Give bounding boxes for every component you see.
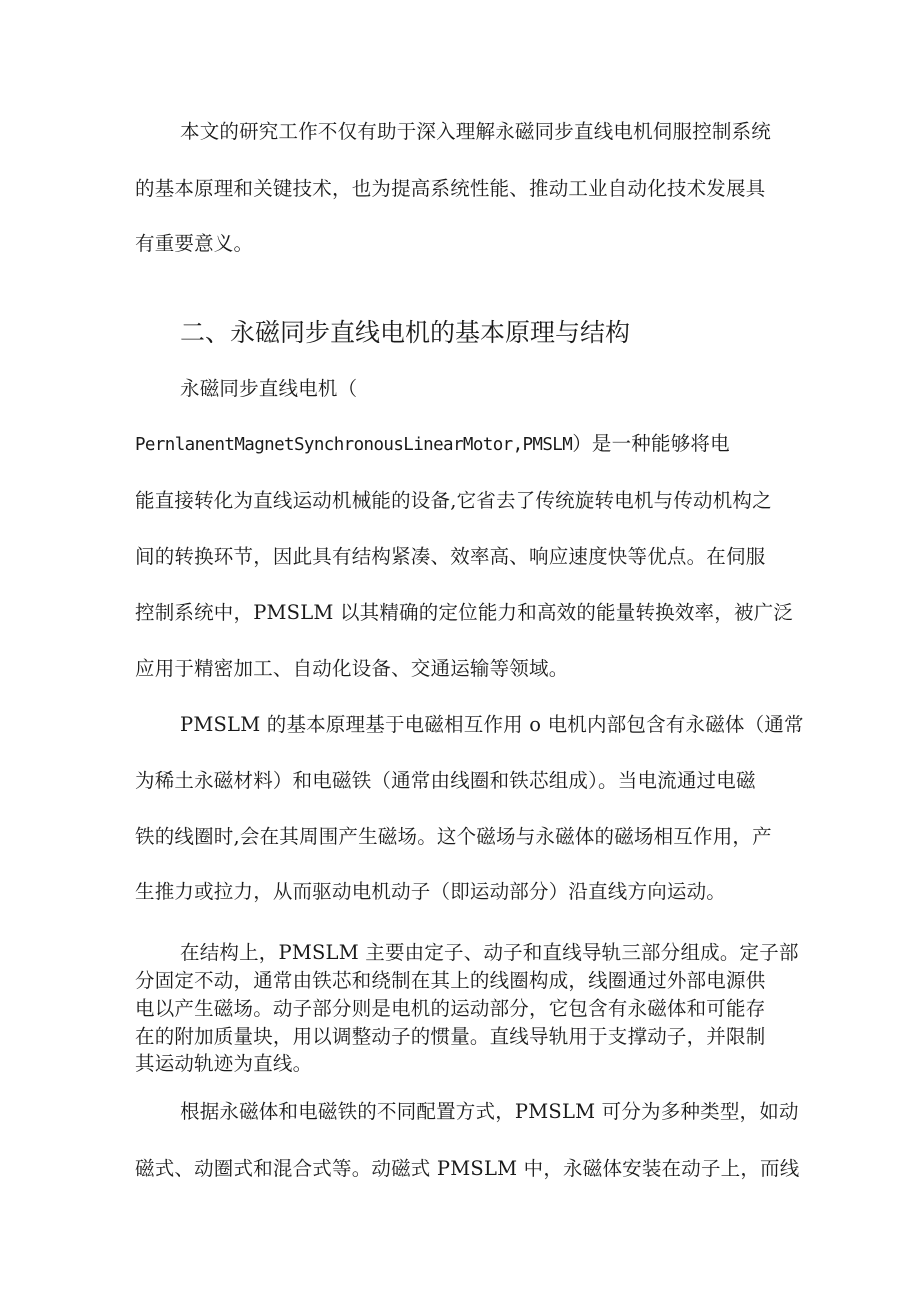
paragraph-5-line-1: 根据永磁体和电磁铁的不同配置方式，PMSLM 可分为多种类型，如动: [180, 1100, 799, 1123]
paragraph-2-line-5: 控制系统中，PMSLM 以其精确的定位能力和高效的能量转换效率，被广泛: [135, 601, 794, 624]
paragraph-3-line-2: 为稀土永磁材料）和电磁铁（通常由线圈和铁芯组成）。当电流通过电磁: [135, 769, 756, 792]
paragraph-5-line-2: 磁式、动圈式和混合式等。动磁式 PMSLM 中，永磁体安装在动子上，而线: [135, 1157, 800, 1180]
paragraph-1-line-3: 有重要意义。: [135, 232, 254, 255]
english-term: PernlanentMagnetSynchronousLinearMotor,PMSLM: [135, 435, 573, 455]
paragraph-2-line-3: 能直接转化为直线运动机械能的设备,它省去了传统旋转电机与传动机构之: [135, 489, 772, 512]
paragraph-2-line-4: 间的转换环节，因此具有结构紧凑、效率高、响应速度快等优点。在伺服: [135, 545, 766, 568]
paragraph-2-line-6: 应用于精密加工、自动化设备、交通运输等领域。: [135, 657, 569, 680]
paragraph-1-line-2: 的基本原理和关键技术，也为提高系统性能、推动工业自动化技术发展具: [135, 177, 766, 200]
paragraph-2-line-2: [135, 432, 795, 457]
section-heading: 二、永磁同步直线电机的基本原理与结构: [180, 318, 631, 347]
paragraph-1-line-1: 本文的研究工作不仅有助于深入理解永磁同步直线电机伺服控制系统: [180, 120, 772, 143]
paragraph-2-line-1: 永磁同步直线电机（: [180, 377, 358, 400]
paragraph-3-line-3: 铁的线圈时,会在其周围产生磁场。这个磁场与永磁体的磁场相互作用，产: [135, 825, 772, 848]
paragraph-3-line-4: 生推力或拉力，从而驱动电机动子（即运动部分）沿直线方向运动。: [135, 880, 727, 903]
paragraph-4-line-1: 在结构上，PMSLM 主要由定子、动子和直线导轨三部分组成。定子部: [180, 941, 799, 964]
paragraph-3-line-1: PMSLM 的基本原理基于电磁相互作用 o 电机内部包含有永磁体（通常: [180, 713, 804, 736]
paragraph-2-line-2-cn: ）是一种能够将电: [572, 432, 730, 455]
paragraph-4-line-3: 电以产生磁场。动子部分则是电机的运动部分，它包含有永磁体和可能存: [135, 997, 766, 1020]
paragraph-4-line-5: 其运动轨迹为直线。: [135, 1052, 313, 1075]
paragraph-4-line-2: 分固定不动，通常由铁芯和绕制在其上的线圈构成，线圈通过外部电源供: [135, 969, 766, 992]
paragraph-4-line-4: 在的附加质量块，用以调整动子的惯量。直线导轨用于支撑动子，并限制: [135, 1025, 766, 1048]
